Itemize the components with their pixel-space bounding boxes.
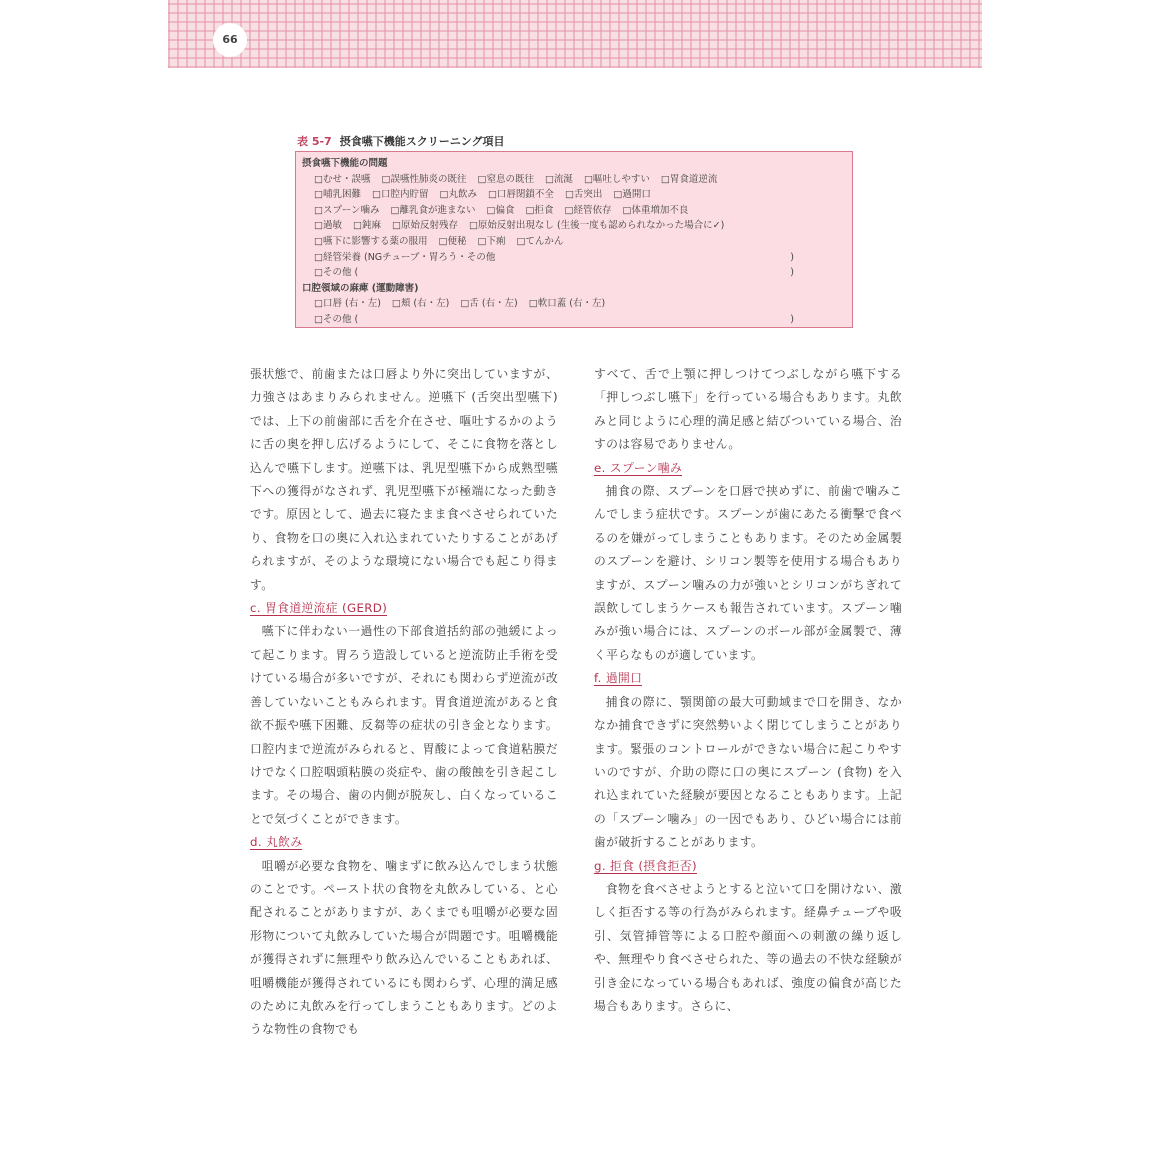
table-caption — [297, 133, 504, 149]
heading-text: e. スプーン噛み — [594, 460, 683, 475]
table-caption-number: 表 5-7 — [297, 135, 332, 148]
table-caption-title: 摂食嚥下機能スクリーニング項目 — [339, 135, 505, 148]
heading-text: f. 過開口 — [594, 671, 643, 686]
checklist-item: □便秘 — [438, 235, 467, 247]
paren-close: ) — [790, 267, 794, 279]
checklist-row — [302, 265, 846, 281]
checklist-row — [302, 203, 846, 219]
checklist-item: □過敏 — [314, 220, 342, 232]
checklist-item: □その他 ( — [314, 267, 359, 279]
paren-close: ) — [790, 251, 794, 263]
right-column — [594, 363, 902, 1018]
checklist-item: □軟口蓋 (右・左) — [528, 298, 606, 310]
body-paragraph: 捕食の際、スプーンを口唇で挟めずに、前歯で噛みこんでしまう症状です。スプーンが歯にあたる衝撃で食べるのを嫌がってしまうこともあります。そのため金属製のスプーンを避け、シリコン製等を使用する場合もありますが、スプーン噛みの力が強いとシリコンがちぎれて誤飲してしまうケースも報告されています。スプーン噛みが強い場合には、スプーンのボール部が金属製で、薄く平らなものが適しています。 — [594, 484, 902, 662]
paren-close: ) — [790, 313, 794, 325]
body-paragraph: 食物を食べさせようとすると泣いて口を開けない、激しく拒否する等の行為がみられます。経鼻チューブや吸引、気管挿管等による口腔や顔面への刺激の繰り返しや、無理やり食べさせられた、等の過去の不快な経験が引き金になっている場合もあれば、強度の偏食が高じた場合もあります。さらに、 — [594, 881, 902, 1013]
checklist-item: □経管栄養 (NGチューブ・胃ろう・その他 — [314, 251, 496, 263]
checklist-item: □頬 (右・左) — [391, 298, 450, 310]
checklist-item: □丸飲み — [439, 189, 477, 201]
checklist-item: □原始反射残存 — [391, 220, 458, 232]
checklist-item: □口腔内貯留 — [371, 189, 429, 201]
checklist-item: □拒食 — [525, 204, 554, 216]
checklist-item: □むせ・誤嚥 — [314, 173, 371, 185]
checklist-item: □偏食 — [486, 204, 515, 216]
section-heading-d — [250, 831, 558, 854]
checklist-item: □嘔吐しやすい — [583, 173, 650, 185]
checklist-item: □舌 (右・左) — [460, 298, 518, 310]
checklist-item: □経管依存 — [564, 204, 612, 216]
section-heading-g — [594, 855, 902, 878]
checklist-item: □窒息の既往 — [477, 173, 534, 185]
section-heading: 摂食嚥下機能の問題 — [302, 158, 388, 169]
body-paragraph: 咀嚼が必要な食物を、噛まずに飲み込んでしまう状態のことです。ペースト状の食物を丸飲みしている、と心配されることがありますが、あくまでも咀嚼が必要な固形物について丸飲みしていた場合が問題です。咀嚼機能が獲得されずに無理やり飲み込んでいることもあれば、咀嚼機能が獲得されているにも関わらず、心理的満足感のために丸飲みを行ってしまうこともあります。どのような物性の食物でも — [250, 858, 558, 1037]
screening-table — [295, 151, 853, 328]
heading-text: d. 丸飲み — [250, 835, 303, 850]
heading-text: c. 胃食道逆流症 (GERD) — [250, 601, 388, 616]
checklist-item: □誤嚥性肺炎の既往 — [381, 173, 467, 185]
checklist-item: □口唇 (右・左) — [314, 298, 381, 310]
checklist-item: □原始反射出現なし (生後一度も認められなかった場合に✓) — [468, 220, 725, 232]
body-paragraph: すべて、舌で上顎に押しつけてつぶしながら嚥下する「押しつぶし嚥下」を行っている場合もあります。丸飲みと同じように心理的満足感と結びついている場合、治すのは容易でありません。 — [594, 367, 902, 452]
section-heading: 口腔領域の麻痺 (運動障害) — [302, 282, 419, 294]
section-heading-c — [250, 597, 558, 620]
checklist-row — [302, 172, 846, 188]
checklist-item: □口唇閉鎖不全 — [487, 189, 554, 201]
checklist-item: □離乳食が進まない — [390, 204, 476, 216]
left-column — [250, 363, 558, 1042]
checklist-item: □哺乳困難 — [314, 189, 361, 201]
header-band — [168, 0, 982, 68]
checklist-item: □その他 ( — [314, 313, 359, 325]
checklist-item: □下痢 — [477, 235, 506, 247]
checklist-row — [302, 187, 846, 203]
heading-text: g. 拒食 (摂食拒否) — [594, 858, 697, 873]
checklist-row — [302, 312, 846, 328]
checklist-item: □流涎 — [544, 173, 573, 185]
page-number: 66 — [213, 23, 247, 57]
body-paragraph: 張状態で、前歯または口唇より外に突出していますが、力強さはあまりみられません。逆嚥下 (舌突出型嚥下) では、上下の前歯部に舌を介在させ、嘔吐するかのように舌の奥を押し広げるようにして、そこに食物を落とし込んで嚥下します。逆嚥下は、乳児型嚥下から成熟型嚥下への獲得がなされず、乳児型嚥下が極端になった動きです。原因として、過去に寝たまま食べさせられていたり、食物を口の奥に入れ込まれていたりすることがあげられますが、そのような環境にない場合でも起こり得ます。 — [250, 367, 558, 592]
checklist-row — [302, 296, 846, 312]
checklist-item: □体重増加不良 — [622, 204, 689, 216]
section-heading-f — [594, 667, 902, 690]
checklist-row — [302, 250, 846, 266]
body-paragraph: 捕食の際に、顎関節の最大可動域まで口を開き、なかなか捕食できずに突然勢いよく閉じてしまうことがあります。緊張のコントロールができない場合に起こりやすいのですが、介助の際に口の奥にスプーン (食物) を入れ込まれていた経験が要因となることもあります。上記の「スプーン噛み」の一因でもあり、ひどい場合には前歯が破折することがあります。 — [594, 694, 902, 850]
checklist-item: □舌突出 — [564, 189, 603, 201]
body-paragraph: 嚥下に伴わない一過性の下部食道括約部の弛緩によって起こります。胃ろう造設していると逆流防止手術を受けている場合が多いですが、それにも関わらず逆流が改善していないこともみられます。胃食道逆流があると食欲不振や嚥下困難、反芻等の症状の引き金となります。口腔内まで逆流がみられると、胃酸によって食道粘膜だけでなく口腔咽頭粘膜の炎症や、歯の酸蝕を引き起こします。その場合、歯の内側が脱灰し、白くなっていることで気づくことができます。 — [250, 624, 558, 826]
checklist-item: □嚥下に影響する薬の服用 — [314, 235, 428, 247]
checklist-item: □胃食道逆流 — [660, 173, 718, 185]
checklist-item: □鈍麻 — [352, 220, 381, 232]
checklist-row — [302, 234, 846, 250]
checklist-item: □スプーン噛み — [314, 204, 380, 216]
checklist-item: □てんかん — [516, 235, 564, 247]
checklist-item: □過開口 — [613, 189, 651, 201]
checklist-row — [302, 218, 846, 234]
section-heading-e — [594, 457, 902, 480]
